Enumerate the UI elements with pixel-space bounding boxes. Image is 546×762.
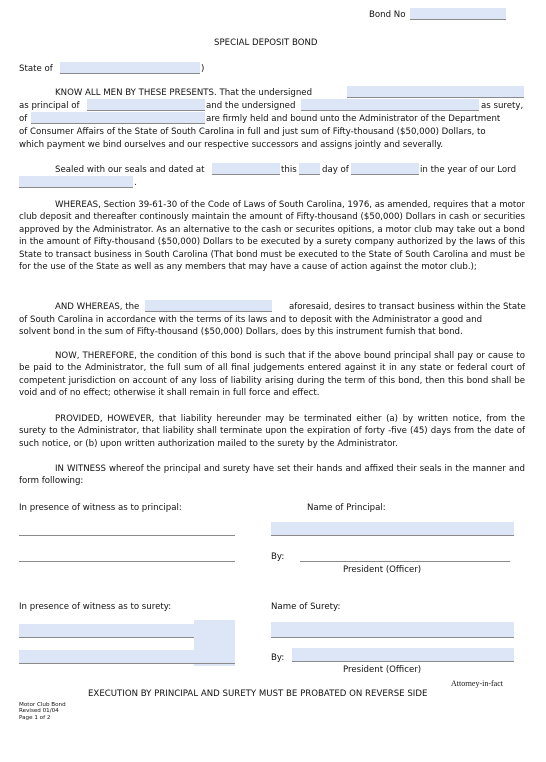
now-therefore-text: NOW, THEREFORE, the condition of this bond is such that if the above bound principal shall pay or cause to be paid to the Administrator, the full sum of all final judgements entered against it in any state or federal court of competent jurisdiction on account of any loss of liability arising during the term of this bond, then this bond shall be void and of no effect; otherwise it shall remain in full force and effect. (19, 351, 525, 399)
execution-notice: EXECUTION BY PRINCIPAL AND SURETY MUST BE PROBATED ON REVERSE SIDE (88, 689, 428, 699)
p1-line3a: of (19, 114, 28, 124)
witness-paragraph (19, 463, 525, 488)
form-id (19, 702, 66, 721)
whereas-text: WHEREAS, Section 39-61-30 of the Code of Laws of South Carolina, 1976, as amended, requires that a motor club deposit and thereafter continously maintain the amount of Fifty-thousand ($50,000) Dollars in cash or securities approved by the Administrator. As an alternative to the cash or securites opitions, a motor club may take out a bond in the amount of Fifty-thousand ($50,000) Dollars to be executed by a surety company authorized by the laws of this State to transact business in South Carolina (That bond must be executed to the State of South Carolina and must be for the use of the State as well as any members that may have a cause of action against the motor club.); (19, 200, 525, 273)
p1-line2a: as principal of (19, 101, 80, 111)
bond-no-label: Bond No (369, 10, 406, 20)
sealed-period: . (134, 178, 137, 188)
now-therefore-paragraph (19, 350, 525, 400)
state-label: State of (19, 64, 53, 74)
form-id-line1: Motor Club Bond (19, 702, 66, 708)
year-field[interactable] (19, 176, 133, 188)
provided-paragraph (19, 413, 525, 450)
state-close-paren: ) (201, 64, 205, 74)
sealed-text-c: day of (322, 165, 349, 175)
by-label-surety: By: (271, 653, 285, 663)
andwhereas-line3: solvent bond in the sum of Fifty-thousand ($50,000) Dollars, does by this instrument furnish that bond. (19, 327, 463, 337)
surety-name-sign-field[interactable] (271, 622, 514, 638)
surety-by-field[interactable] (292, 648, 514, 662)
andwhereas-b: aforesaid, desires to transact business within the State (289, 302, 526, 312)
principal-name-sign-field[interactable] (271, 522, 514, 536)
p1-line5: which payment we bind ourselves and our respective successors and assigns jointly and severally. (19, 140, 444, 150)
andwhereas-a: AND WHEREAS, the (55, 302, 140, 312)
surety-of-field[interactable] (31, 112, 205, 124)
sealed-text-a: Sealed with our seals and dated at (55, 165, 205, 175)
name-principal-label: Name of Principal: (307, 503, 386, 513)
dated-at-field[interactable] (212, 163, 280, 175)
club-name-field[interactable] (145, 300, 272, 312)
form-id-line2: Revised 01/04 (19, 708, 59, 715)
form-id-line3: Page 1 of 2 (19, 714, 51, 721)
attorney-in-fact-label: Attorney-in-fact (451, 679, 503, 688)
principal-by-field[interactable] (300, 550, 510, 562)
month-field[interactable] (351, 163, 419, 175)
surety-name-field[interactable] (301, 99, 479, 111)
principal-witness-2-field[interactable] (19, 550, 235, 562)
principal-name-field[interactable] (347, 86, 524, 98)
president-label-principal: President (Officer) (343, 565, 422, 575)
principal-of-field[interactable] (87, 99, 205, 111)
witness-text: IN WITNESS whereof the principal and surety have set their hands and affixed their seals in the manner and form following: (19, 464, 525, 487)
p1-line4: of Consumer Affairs of the State of South Carolina in full and just sum of Fifty-thousand ($50,000) Dollars, to (19, 127, 486, 137)
witness-surety-label: In presence of witness as to surety: (19, 602, 172, 612)
witness-principal-label: In presence of witness as to principal: (19, 503, 182, 513)
state-field[interactable] (60, 62, 200, 74)
provided-text: PROVIDED, HOWEVER, that liability hereunder may be terminated either (a) by written notice, from the surety to the Administrator, that liability shall terminate upon the expiration of forty -five (45) days from the date of such notice, or (b) upon written authorization mailed to the surety by the Administrator. (19, 414, 525, 449)
document-title: SPECIAL DEPOSIT BOND (214, 38, 318, 48)
sealed-text-b: this (281, 165, 297, 175)
whereas-paragraph (19, 199, 525, 273)
p1-line1: KNOW ALL MEN BY THESE PRESENTS. That the undersigned (55, 88, 313, 98)
p1-line3b: are firmly held and bound unto the Administrator of the Department (206, 114, 501, 124)
president-label-surety: President (Officer) (343, 665, 422, 675)
p1-line2c: as surety, (481, 101, 524, 111)
andwhereas-line2: of South Carolina in accordance with the terms of its laws and to deposit with the Administrator a good and (19, 315, 483, 325)
name-surety-label: Name of Surety: (271, 602, 341, 612)
by-label-principal: By: (271, 552, 285, 562)
day-field[interactable] (299, 163, 320, 175)
surety-witness-2-field[interactable] (19, 650, 235, 664)
principal-witness-1-field[interactable] (19, 524, 235, 536)
sealed-text-d: in the year of our Lord (420, 165, 517, 175)
p1-line2b: and the undersigned (206, 101, 296, 111)
bond-no-field[interactable] (410, 8, 506, 20)
